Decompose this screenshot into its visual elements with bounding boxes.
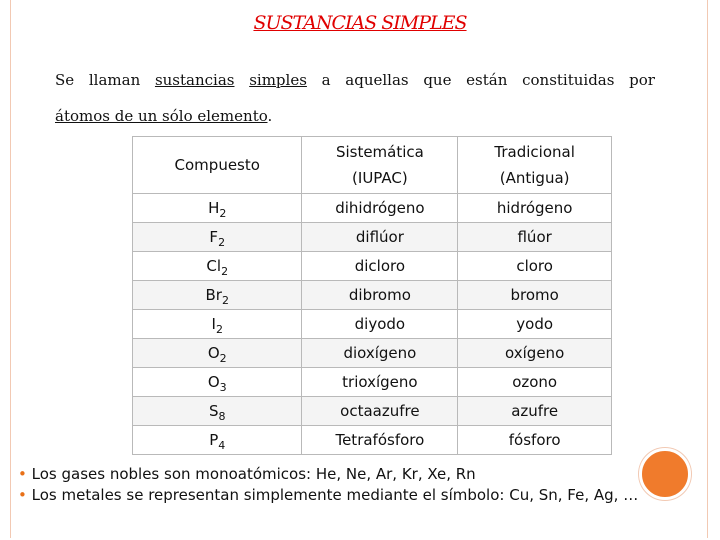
formula-cell	[133, 397, 302, 426]
table-row	[133, 310, 612, 339]
subscript: 2	[215, 323, 223, 336]
element-symbol: Br	[205, 286, 222, 304]
subscript: 2	[221, 294, 229, 307]
bullet-icon: •	[18, 486, 27, 504]
nomenclature-table	[132, 136, 612, 455]
traditional-name: oxígeno	[458, 339, 612, 368]
iupac-name: diyodo	[302, 310, 458, 339]
formula-cell	[133, 252, 302, 281]
intro-prefix: Se llaman	[55, 71, 155, 89]
header-tradicional	[458, 137, 612, 194]
term-simples: simples	[249, 71, 307, 89]
traditional-name: ozono	[458, 368, 612, 397]
element-symbol: I	[211, 315, 216, 333]
header-tradicional-line2: (Antigua)	[499, 169, 570, 187]
traditional-name: cloro	[458, 252, 612, 281]
iupac-name: Tetrafósforo	[302, 426, 458, 455]
subscript: 8	[218, 410, 226, 423]
traditional-name: yodo	[458, 310, 612, 339]
table-row	[133, 368, 612, 397]
subscript: 2	[221, 265, 229, 278]
page-title: SUSTANCIAS SIMPLES	[253, 12, 467, 34]
note-metals: Los metales se representan simplemente mediante el símbolo: Cu, Sn, Fe, Ag, …	[31, 486, 639, 504]
header-sistematica	[302, 137, 458, 194]
element-symbol: S	[208, 402, 219, 420]
formula-cell	[133, 194, 302, 223]
element-symbol: Cl	[206, 257, 222, 275]
subscript: 4	[218, 439, 226, 452]
formula-cell	[133, 426, 302, 455]
note-noble-gases: Los gases nobles son monoatómicos: He, Ne, Ar, Kr, Xe, Rn	[31, 465, 476, 483]
element-symbol: H	[208, 199, 220, 217]
table-row	[133, 281, 612, 310]
iupac-name: dibromo	[302, 281, 458, 310]
term-sustancias: sustancias	[154, 71, 235, 89]
traditional-name: flúor	[458, 223, 612, 252]
table-row	[133, 194, 612, 223]
iupac-name: dihidrógeno	[302, 194, 458, 223]
notes-list	[18, 464, 698, 506]
header-compuesto: Compuesto	[133, 137, 302, 194]
formula-cell	[133, 223, 302, 252]
intro-period: .	[267, 107, 273, 125]
subscript: 2	[218, 236, 226, 249]
table-row	[133, 397, 612, 426]
list-item	[18, 485, 698, 506]
subscript: 2	[219, 207, 227, 220]
bullet-icon: •	[18, 465, 27, 483]
subscript: 2	[219, 352, 227, 365]
intro-suffix: a aquellas que están constituidas por	[306, 71, 655, 89]
table-row	[133, 339, 612, 368]
iupac-name: octaazufre	[302, 397, 458, 426]
table-header-row	[133, 137, 612, 194]
table-row	[133, 426, 612, 455]
traditional-name: azufre	[458, 397, 612, 426]
iupac-name: trioxígeno	[302, 368, 458, 397]
formula-cell	[133, 310, 302, 339]
traditional-name: hidrógeno	[458, 194, 612, 223]
element-symbol: P	[209, 431, 219, 449]
table-row	[133, 252, 612, 281]
element-symbol: O	[207, 373, 220, 391]
element-symbol: O	[207, 344, 220, 362]
subscript: 3	[219, 381, 227, 394]
header-tradicional-line1: Tradicional	[494, 143, 575, 161]
intro-line-1	[55, 71, 655, 89]
iupac-name: diflúor	[302, 223, 458, 252]
intro-line-2	[55, 107, 655, 125]
iupac-name: dioxígeno	[302, 339, 458, 368]
formula-cell	[133, 281, 302, 310]
iupac-name: dicloro	[302, 252, 458, 281]
header-sistematica-line1: Sistemática	[335, 143, 424, 161]
header-sistematica-line2: (IUPAC)	[352, 169, 408, 187]
table-row	[133, 223, 612, 252]
traditional-name: bromo	[458, 281, 612, 310]
intro-definition: átomos de un sólo elemento	[55, 107, 268, 125]
formula-cell	[133, 368, 302, 397]
intro-space	[234, 71, 249, 89]
formula-cell	[133, 339, 302, 368]
list-item	[18, 464, 698, 485]
traditional-name: fósforo	[458, 426, 612, 455]
element-symbol: F	[209, 228, 219, 246]
